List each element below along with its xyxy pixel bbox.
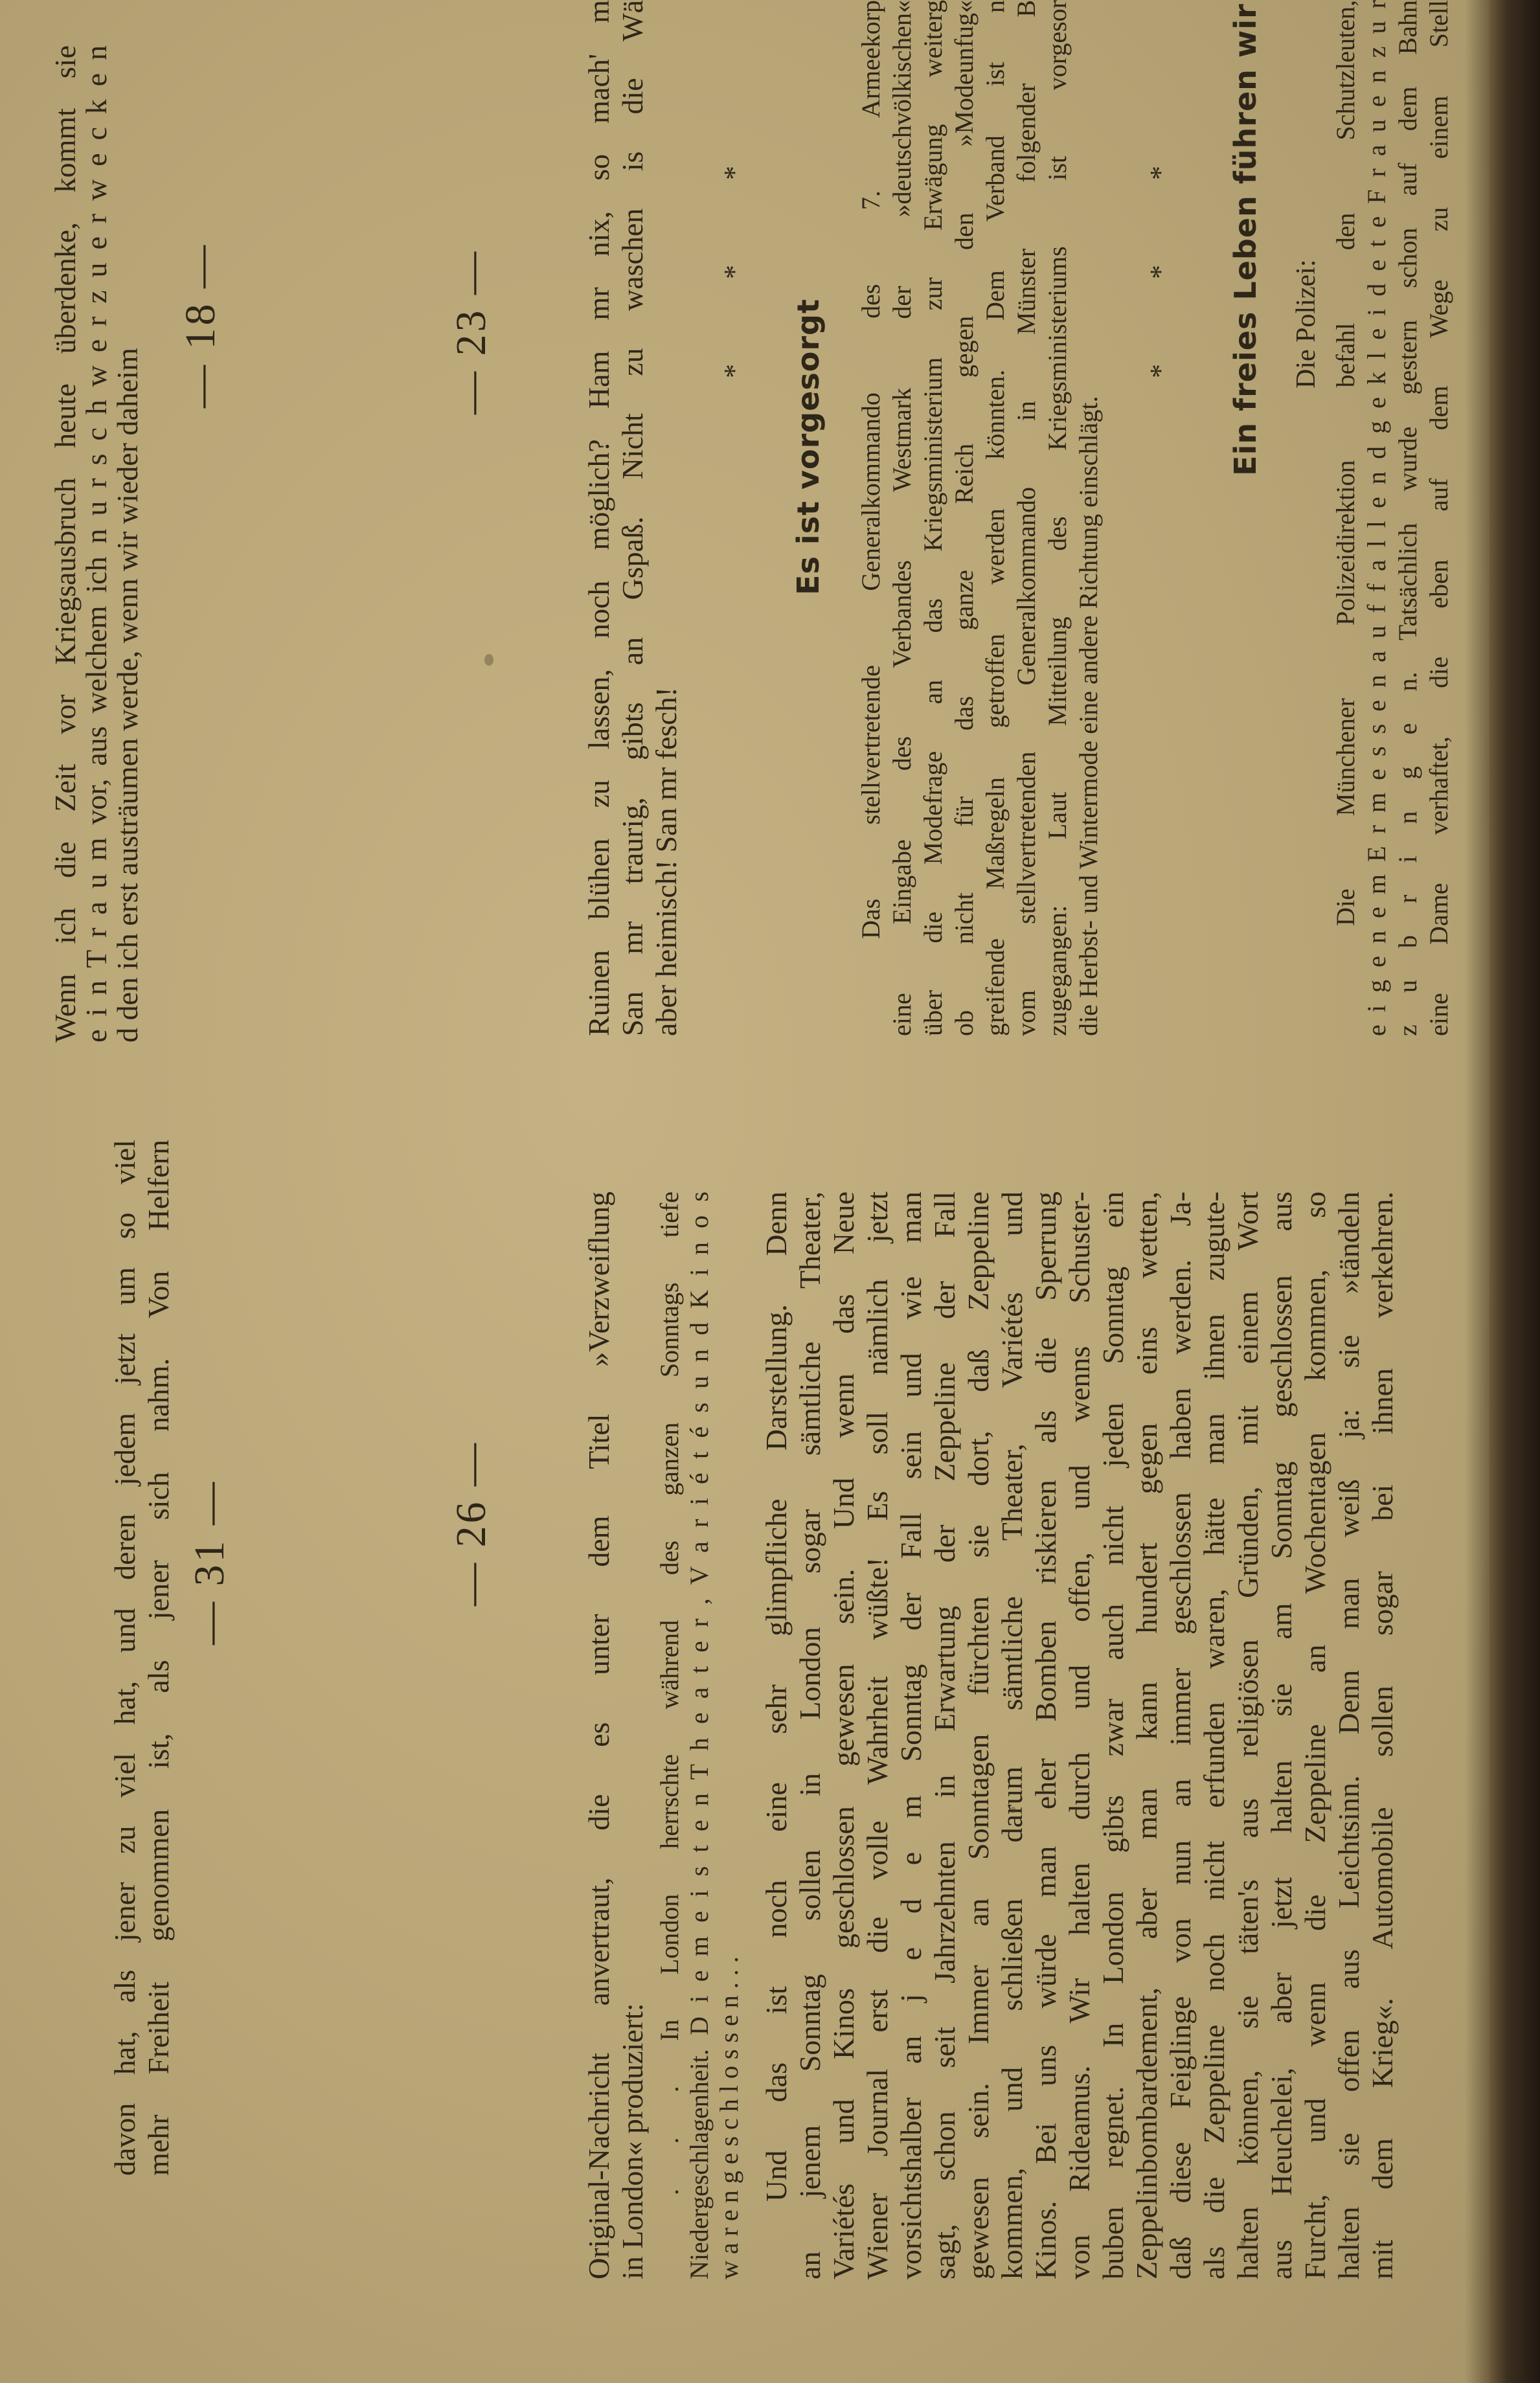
- page-31: [96, 1140, 484, 2176]
- page-26-line-14: Kinos. Bei uns würde man eher Bomben riskieren als die Sperrung: [1029, 1192, 1062, 2279]
- page-26-line-4: Niedergeschlagenheit. D i e m e i s t e n T h e a t e r , V a r i é t é s u n d K i n o s: [685, 1192, 714, 2279]
- heading-ein-freies-leben: Ein freies Leben führen wir: [1228, 3, 1263, 476]
- body2-line-3: e i g e n e m E r m e s s e n a u f f a l l e n d g e k l e i d e t e F r a u e n z u r: [1362, 0, 1391, 1036]
- page-26-line-13: kommen, und schließen darum sämtliche Theater, Variétés und: [995, 1192, 1028, 2279]
- page-31-line-2: mehr Freiheit genommen ist, als jener sich nahm. Von Helfern: [142, 1140, 175, 2176]
- body1-line-8: die Herbst- und Wintermode eine andere Richtung einschlägt.: [1074, 396, 1103, 1036]
- page-26-number: — 26 —: [447, 1441, 495, 1606]
- page-26-line-2: in London« produziert:: [616, 2003, 649, 2279]
- page-18-line-1: Wenn ich die Zeit vor Kriegsausbruch heute überdenke, kommt sie: [49, 45, 82, 1043]
- page-26-line-7: an jenem Sonntag sollen in London sogar sämtliche Theater,: [793, 1192, 826, 2279]
- body2-line-1: Die Polizei:: [1291, 259, 1321, 389]
- body1-line-2: eine Eingabe des Verbandes Westmark der »deutschvölkischen«: [887, 0, 916, 1036]
- page-18-line-2: e i n T r a u m vor, aus welchem ich n u r s c h w e r z u e r w e c k e n: [80, 45, 113, 1043]
- body1-line-5: greifende Maßregeln getroffen werden könnten. Dem Verband ist n: [980, 0, 1010, 1036]
- page-26-line-17: Zeppelinbombardement, aber man kann hundert gegen eins wetten,: [1130, 1192, 1163, 2279]
- page-26-line-9: Wiener Journal erst die volle Wahrheit wüßte! Es soll nämlich jetzt: [861, 1192, 894, 2279]
- page-18-line-3: d den ich erst austräumen werde, wenn wir wieder daheim: [111, 348, 144, 1043]
- page-gutter-shadow: [1465, 0, 1489, 2383]
- page-26-line-10: vorsichtshalber an j e d e m Sonntag der Fall sein und wie man: [894, 1192, 927, 2279]
- page-31-number: — 31 —: [186, 1480, 233, 1645]
- page-26-line-16: buben regnet. In London gibts zwar auch nicht jeden Sonntag ein: [1096, 1192, 1129, 2279]
- page-26-line-21: aus Heuchelei, aber jetzt halten sie am Sonntag geschlossen aus: [1265, 1192, 1298, 2279]
- body2-line-4: z u b r i n g e n. Tatsächlich wurde gestern schon auf dem Bahn: [1393, 0, 1422, 1036]
- paper-stain: [484, 654, 493, 666]
- body1-line-1: Das stellvertretende Generalkommando des 7. Armeekorp: [856, 0, 885, 939]
- body1-line-3: über die Modefrage an das Kriegsministerium zur Erwägung weiterg: [918, 0, 947, 1036]
- book-spine: [1489, 0, 1540, 2383]
- separator-stars-1: * * *: [718, 127, 750, 378]
- body2-line-2: Die Münchener Polizeidirektion befahl den Schutzleuten,: [1331, 0, 1360, 926]
- page-26-line-19: als die Zeppeline noch nicht erfunden waren, hätte man ihnen zugute-: [1197, 1192, 1230, 2279]
- page-26-line-6: Und das ist noch eine sehr glimpfliche Darstellung. Denn: [760, 1192, 793, 2202]
- page-26: [447, 1101, 1477, 2305]
- heading-es-ist-vorgesorgt: Es ist vorgesorgt: [791, 299, 826, 595]
- page-26-line-12: gewesen sein. Immer an Sonntagen fürchten sie dort, daß Zeppeline: [962, 1192, 995, 2279]
- page-26-line-20: halten können, sie täten's aus religiösen Gründen, mit einem Wort: [1231, 1192, 1264, 2279]
- page-26-line-5: w a r e n g e s c h l o s s e n . . .: [714, 1956, 743, 2279]
- page-26-line-22: Furcht, und wenn die Zeppeline an Wochentagen kommen, so: [1298, 1192, 1331, 2279]
- page-23-number: — 23 —: [447, 249, 495, 414]
- body1-line-6: vom stellvertretenden Generalkommando in Münster folgender B: [1012, 0, 1041, 1036]
- separator-stars-2: * * *: [1144, 127, 1176, 378]
- page-23-intro-line-2: San mr traurig, gibts an Gspaß. Nicht zu waschen is die Wä: [616, 0, 649, 1036]
- body1-line-7: zugegangen: Laut Mitteilung des Kriegsministeriums ist vorgesor: [1043, 0, 1072, 1036]
- paper-stain: [1240, 2241, 1245, 2246]
- paper-stain: [1010, 1807, 1016, 1813]
- page-31-line-1: davon hat, als jener zu viel hat, und deren jedem jetzt um so viel: [108, 1140, 141, 2176]
- body1-line-4: ob nicht für das ganze Reich gegen den »Modeunfug«: [949, 0, 979, 1036]
- page-26-line-24: mit dem Krieg«. Automobile sollen sogar bei ihnen verkehren.: [1366, 1192, 1399, 2279]
- page-23-intro-line-3: aber heimisch! San mr fesch!: [650, 686, 683, 1036]
- page-23-intro-line-1: Ruinen blühen zu lassen, noch möglich? Ham mr nix, so mach' m: [582, 0, 615, 1036]
- page-26-line-15: von Rideamus. Wir halten durch und offen, und wenns Schuster-: [1063, 1192, 1096, 2279]
- page-18-number: — 18 —: [177, 243, 224, 408]
- body2-line-5: eine Dame verhaftet, die eben auf dem Wege zu einem Stell: [1424, 0, 1453, 1036]
- page-26-line-23: halten sie offen aus Leichtsinn. Denn man weiß ja: sie »tändeln: [1332, 1192, 1365, 2279]
- page-26-line-11: sagt, schon seit Jahrzehnten in Erwartung der Zeppeline der Fall: [928, 1192, 961, 2279]
- page-23: [447, 0, 1489, 1062]
- page-26-line-3: . . . In London herrschte während des ganzen Sonntags tiefe: [655, 1192, 684, 2195]
- page-26-line-1: Original-Nachricht anvertraut, die es unter dem Titel »Verzweiflung: [582, 1192, 615, 2279]
- page-26-line-8: Variétés und Kinos geschlossen gewesen sein. Und wenn das Neue: [827, 1192, 860, 2279]
- page-26-line-18: daß diese Feiglinge von nun an immer geschlossen haben werden. Ja-: [1164, 1192, 1197, 2279]
